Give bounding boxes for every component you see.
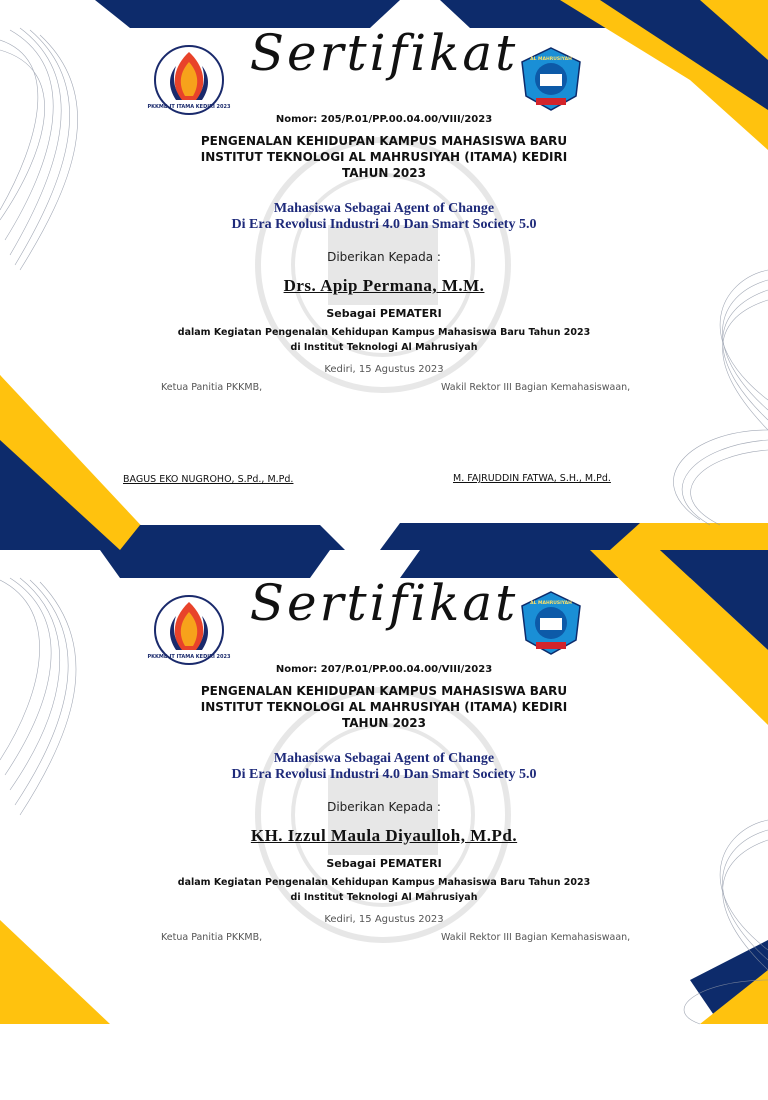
theme-line-1: Mahasiswa Sebagai Agent of Change: [273, 751, 495, 766]
theme-line-2: Di Era Revolusi Industri 4.0 Dan Smart Society 5.0: [231, 767, 537, 782]
left-signer-name: BAGUS EKO NUGROHO, S.Pd., M.Pd.: [123, 474, 294, 485]
activity-description: [0, 875, 768, 905]
event-theme: [0, 201, 768, 233]
event-line-3: TAHUN 2023: [342, 716, 426, 730]
event-line-1: PENGENALAN KEHIDUPAN KAMPUS MAHASISWA BARU: [200, 134, 568, 148]
desc-line-1: dalam Kegiatan Pengenalan Kehidupan Kampus Mahasiswa Baru Tahun 2023: [177, 877, 591, 888]
certificate-title: Sertifikat: [249, 24, 519, 82]
recipient-role: Sebagai PEMATERI: [326, 857, 442, 870]
theme-line-2: Di Era Revolusi Industri 4.0 Dan Smart Society 5.0: [231, 217, 537, 232]
certificate-2: [0, 550, 768, 1024]
event-line-2: INSTITUT TEKNOLOGI AL MAHRUSIYAH (ITAMA) KEDIRI: [200, 150, 568, 164]
left-signer-title: Ketua Panitia PKKMB,: [161, 382, 263, 393]
event-title: [0, 133, 768, 181]
issue-date: Kediri, 15 Agustus 2023: [324, 914, 444, 925]
left-signer-title: Ketua Panitia PKKMB,: [161, 932, 263, 943]
event-line-3: TAHUN 2023: [342, 166, 426, 180]
activity-description: [0, 325, 768, 355]
given-to-label: Diberikan Kepada :: [327, 800, 441, 814]
right-signer-name: M. FAJRUDDIN FATWA, S.H., M.Pd.: [453, 473, 611, 484]
pkkmb-logo-text: PKKMB IT ITAMA KEDIRI 2023: [147, 654, 231, 660]
itama-logo-text: AL MAHRUSIYAH: [530, 601, 572, 606]
event-title: [0, 683, 768, 731]
certificate-title: Sertifikat: [249, 574, 519, 632]
right-signer-title: Wakil Rektor III Bagian Kemahasiswaan,: [441, 932, 631, 943]
certificate-number: Nomor: 207/P.01/PP.00.04.00/VIII/2023: [275, 664, 493, 675]
pkkmb-logo-text: PKKMB IT ITAMA KEDIRI 2023: [147, 104, 231, 110]
itama-logo-text: AL MAHRUSIYAH: [530, 57, 572, 62]
certificate-number: Nomor: 205/P.01/PP.00.04.00/VIII/2023: [275, 114, 493, 125]
desc-line-2: di Institut Teknologi Al Mahrusiyah: [290, 342, 478, 353]
recipient-name: Drs. Apip Permana, M.M.: [283, 276, 485, 295]
theme-line-1: Mahasiswa Sebagai Agent of Change: [273, 201, 495, 216]
desc-line-1: dalam Kegiatan Pengenalan Kehidupan Kampus Mahasiswa Baru Tahun 2023: [177, 327, 591, 338]
desc-line-2: di Institut Teknologi Al Mahrusiyah: [290, 892, 478, 903]
given-to-label: Diberikan Kepada :: [327, 250, 441, 264]
event-theme: [0, 751, 768, 783]
event-line-2: INSTITUT TEKNOLOGI AL MAHRUSIYAH (ITAMA) KEDIRI: [200, 700, 568, 714]
right-signer-title: Wakil Rektor III Bagian Kemahasiswaan,: [441, 382, 631, 393]
recipient-role: Sebagai PEMATERI: [326, 307, 442, 320]
event-line-1: PENGENALAN KEHIDUPAN KAMPUS MAHASISWA BARU: [200, 684, 568, 698]
recipient-name: KH. Izzul Maula Diyaulloh, M.Pd.: [250, 826, 518, 845]
issue-date: Kediri, 15 Agustus 2023: [324, 364, 444, 375]
